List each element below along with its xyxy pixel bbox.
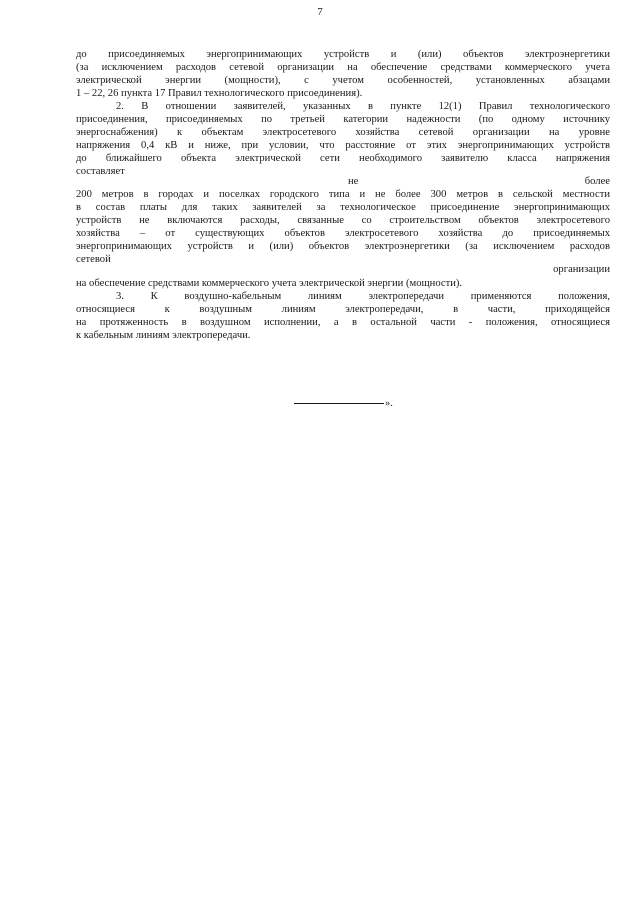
page-number: 7: [317, 6, 323, 18]
paragraph-3-line: к кабельным линиям электропередачи.: [76, 330, 251, 341]
paragraph-2-word: не: [348, 176, 359, 187]
paragraph-2-line: присоединения, присоединяемых по третьей категории надежности (по одному источнику: [76, 114, 610, 125]
paragraph-2-line: до ближайшего объекта электрической сети необходимого заявителю класса напряжения: [76, 153, 610, 164]
paragraph-2-line: сетевой: [76, 254, 111, 265]
closing-rule: [294, 403, 384, 404]
paragraph-3-line: 3. К воздушно-кабельным линиям электропередачи применяются положения,: [116, 291, 610, 302]
paragraph-3-line: на протяженность в воздушном исполнении, а в остальной части - положения, относящиеся: [76, 317, 610, 328]
paragraph-2-line: 2. В отношении заявителей, указанных в пункте 12(1) Правил технологического: [116, 101, 610, 112]
paragraph-2-word: более: [584, 176, 610, 187]
paragraph-2-line: на обеспечение средствами коммерческого учета электрической энергии (мощности).: [76, 278, 463, 289]
paragraph-2-line: в состав платы для таких заявителей за технологическое присоединение энергопринимающих: [76, 202, 610, 213]
paragraph-2-line: устройств не включаются расходы, связанные со строительством объектов электросетевого: [76, 215, 610, 226]
paragraph-2-line: хозяйства – от существующих объектов электросетевого хозяйства до присоединяемых: [76, 228, 610, 239]
paragraph-2-line: напряжения 0,4 кВ и ниже, при условии, что расстояние от этих энергопринимающих устройств: [76, 140, 610, 151]
closing-mark: [294, 398, 393, 410]
closing-quote: ».: [385, 398, 393, 409]
paragraph-1-line: 1 – 22, 26 пункта 17 Правил технологического присоединения).: [76, 88, 363, 99]
paragraph-3-line: относящиеся к воздушным линиям электропередачи, в части, приходящейся: [76, 304, 610, 315]
paragraph-2-line: составляет: [76, 166, 125, 177]
paragraph-2-line: энергоснабжения) к объектам электросетевого хозяйства сетевой организации на уровне: [76, 127, 610, 138]
paragraph-1-line: до присоединяемых энергопринимающих устройств и (или) объектов электроэнергетики: [76, 49, 610, 60]
paragraph-2-line: энергопринимающих устройств и (или) объектов электроэнергетики (за исключением расходов: [76, 241, 610, 252]
paragraph-1-line: электрической энергии (мощности), с учетом особенностей, установленных абзацами: [76, 75, 610, 86]
paragraph-2-line: 200 метров в городах и поселках городского типа и не более 300 метров в сельской местности: [76, 189, 610, 200]
paragraph-2-word: организации: [553, 264, 610, 275]
paragraph-1-line: (за исключением расходов сетевой организации на обеспечение средствами коммерческого учета: [76, 62, 610, 73]
